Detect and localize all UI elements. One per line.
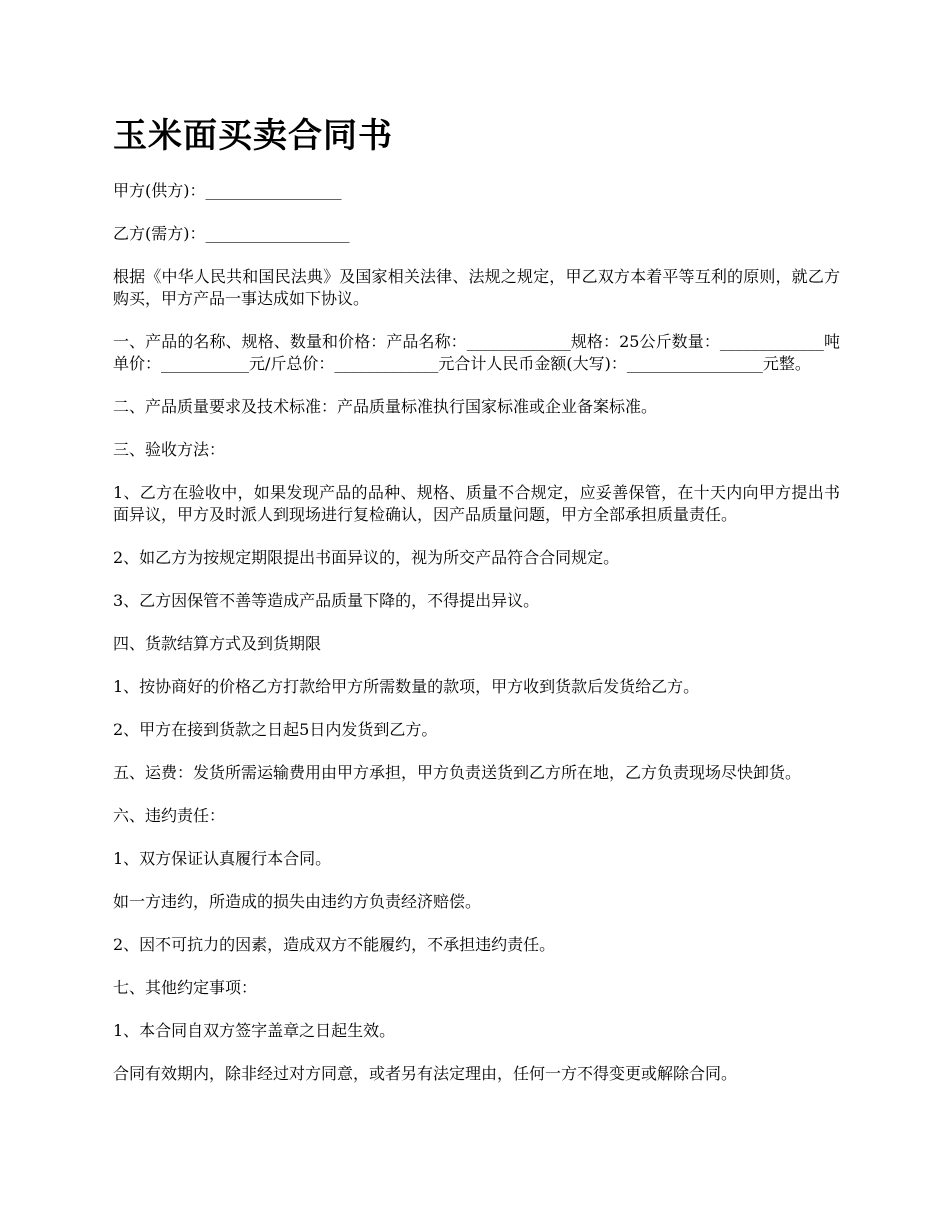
clause-7-heading: 七、其他约定事项： bbox=[113, 978, 258, 997]
clause-3-item-1: 1、乙方在验收中，如果发现产品的品种、规格、质量不合规定，应妥善保管，在十天内向甲方提出书面异议，甲方及时派人到现场进行复检确认，因产品质量问题，甲方全部承担质量责任。 bbox=[113, 483, 840, 524]
clause-6-heading: 六、违约责任： bbox=[113, 806, 226, 825]
clause-6-item-1: 1、双方保证认真履行本合同。 bbox=[113, 849, 332, 868]
party-a-line: 甲方(供方)：_________________ bbox=[113, 181, 342, 200]
clause-6-item-2: 2、因不可抗力的因素，造成双方不能履约，不承担违约责任。 bbox=[113, 935, 556, 954]
document-body bbox=[113, 180, 840, 1106]
clause-3-item-3: 3、乙方因保管不善等造成产品质量下降的，不得提出异议。 bbox=[113, 591, 540, 610]
clause-4-item-1: 1、按协商好的价格乙方打款给甲方所需数量的款项，甲方收到货款后发货给乙方。 bbox=[113, 677, 700, 696]
clause-6-item-1-detail: 如一方违约，所造成的损失由违约方负责经济赔偿。 bbox=[113, 892, 482, 911]
clause-1-product: 一、产品的名称、规格、数量和价格：产品名称：_____________规格：25公斤数量：_____________吨单价：___________元/斤总价：_____________元合计人民币金额(大写)：_________________元整。 bbox=[113, 332, 840, 373]
clause-4-heading: 四、货款结算方式及到货期限 bbox=[113, 634, 322, 653]
clause-3-heading: 三、验收方法： bbox=[113, 440, 226, 459]
party-b-line: 乙方(需方)：__________________ bbox=[113, 224, 350, 243]
clause-4-item-2: 2、甲方在接到货款之日起5日内发货到乙方。 bbox=[113, 720, 438, 739]
clause-3-item-2: 2、如乙方为按规定期限提出书面异议的，视为所交产品符合合同规定。 bbox=[113, 548, 620, 567]
clause-7-item-1-detail: 合同有效期内，除非经过对方同意，或者另有法定理由，任何一方不得变更或解除合同。 bbox=[113, 1064, 738, 1083]
document-title: 玉米面买卖合同书 bbox=[113, 116, 393, 156]
clause-5-freight: 五、运费：发货所需运输费用由甲方承担，甲方负责送货到乙方所在地，乙方负责现场尽快卸货。 bbox=[113, 763, 802, 782]
clause-7-item-1: 1、本合同自双方签字盖章之日起生效。 bbox=[113, 1021, 396, 1040]
preamble-paragraph: 根据《中华人民共和国民法典》及国家相关法律、法规之规定，甲乙双方本着平等互利的原则，就乙方购买，甲方产品一事达成如下协议。 bbox=[113, 267, 840, 308]
clause-2-quality: 二、产品质量要求及技术标准：产品质量标准执行国家标准或企业备案标准。 bbox=[113, 397, 658, 416]
